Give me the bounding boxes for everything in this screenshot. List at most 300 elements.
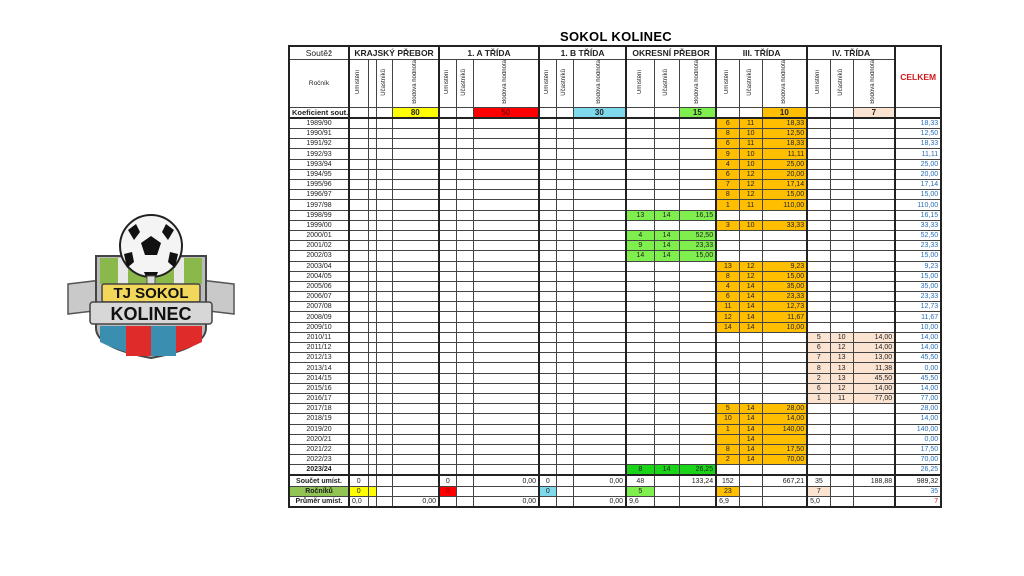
- table-row: [289, 424, 941, 434]
- iii-cell: 1: [716, 424, 739, 434]
- iii-cell: 10: [716, 414, 739, 424]
- empty-cell: [473, 404, 539, 414]
- empty-cell: [556, 149, 573, 159]
- soucet-cell: 0,00: [473, 475, 539, 486]
- iii-cell: 14: [739, 322, 762, 332]
- competition-header-row: [289, 46, 941, 60]
- subcolumn-label: Umístění: [636, 69, 643, 94]
- total-cell: 15,00: [895, 271, 941, 281]
- empty-cell: [456, 292, 473, 302]
- empty-cell: [439, 302, 456, 312]
- season-cell: 2020/21: [289, 434, 349, 444]
- rocniku-cell: 0: [539, 486, 556, 496]
- okr-cell: 15,00: [679, 251, 716, 261]
- empty-cell: [349, 312, 368, 322]
- iv-cell: [853, 312, 895, 322]
- subcolumn-label: Účastníků: [561, 68, 568, 96]
- okr-cell: [654, 220, 679, 230]
- season-cell: 1991/92: [289, 139, 349, 149]
- table-row: [289, 343, 941, 353]
- empty-cell: [392, 404, 439, 414]
- prumer-cell: 0,00: [473, 496, 539, 507]
- empty-cell: [392, 190, 439, 200]
- iv-cell: 14,00: [853, 332, 895, 342]
- empty-cell: [539, 302, 556, 312]
- okr-cell: [679, 200, 716, 210]
- empty-cell: [368, 129, 376, 139]
- total-cell: 15,00: [895, 251, 941, 261]
- empty-cell: [539, 271, 556, 281]
- empty-cell: [556, 424, 573, 434]
- prumer-cell: 6,9: [716, 496, 739, 507]
- iv-cell: [853, 251, 895, 261]
- season-cell: 1999/00: [289, 220, 349, 230]
- season-cell: 2013/14: [289, 363, 349, 373]
- empty-cell: [376, 343, 392, 353]
- logo-text-line2: KOLINEC: [110, 304, 192, 324]
- season-cell: 2019/20: [289, 424, 349, 434]
- okr-cell: [626, 281, 654, 291]
- iii-cell: 14: [739, 455, 762, 465]
- iv-cell: [853, 190, 895, 200]
- empty-cell: [439, 393, 456, 403]
- iii-cell: [762, 383, 807, 393]
- okr-cell: [626, 455, 654, 465]
- empty-cell: [556, 220, 573, 230]
- empty-cell: [556, 190, 573, 200]
- empty-cell: [573, 434, 626, 444]
- empty-cell: [456, 281, 473, 291]
- total-cell: 28,00: [895, 404, 941, 414]
- coefficient-value: 50: [473, 107, 539, 118]
- empty-cell: [573, 261, 626, 271]
- iv-cell: 13,00: [853, 353, 895, 363]
- empty-cell: [556, 332, 573, 342]
- empty-cell: [349, 343, 368, 353]
- subcolumn-label: Bodová hodnota: [502, 60, 509, 104]
- table-row: [289, 200, 941, 210]
- empty-cell: [368, 353, 376, 363]
- empty-cell: [473, 271, 539, 281]
- soucet-cell: [654, 475, 679, 486]
- empty-cell: [368, 271, 376, 281]
- total-cell: 20,00: [895, 169, 941, 179]
- soucet-cell: 35: [807, 475, 830, 486]
- empty-cell: [376, 241, 392, 251]
- iv-cell: [807, 465, 830, 476]
- empty-cell: [368, 180, 376, 190]
- iii-cell: [739, 332, 762, 342]
- iv-cell: [853, 465, 895, 476]
- empty-cell: [473, 373, 539, 383]
- coefficient-value: 10: [762, 107, 807, 118]
- soucet-cell: 0: [539, 475, 556, 486]
- iii-cell: [762, 241, 807, 251]
- okr-cell: 14: [654, 465, 679, 476]
- iii-cell: 12: [739, 169, 762, 179]
- total-cell: 45,50: [895, 373, 941, 383]
- prumer-label: Průměr umíst.: [289, 496, 349, 507]
- empty-cell: [349, 261, 368, 271]
- empty-cell: [539, 444, 556, 454]
- empty-cell: [439, 118, 456, 129]
- celkem-header: CELKEM: [895, 46, 941, 107]
- sum-row: [289, 475, 941, 486]
- table-row: [289, 271, 941, 281]
- okr-cell: 4: [626, 230, 654, 240]
- subcolumn-header-blank: [368, 60, 376, 108]
- empty-cell: [539, 129, 556, 139]
- empty-cell: [456, 190, 473, 200]
- iv-cell: [830, 220, 853, 230]
- season-cell: 1994/95: [289, 169, 349, 179]
- empty-cell: [573, 393, 626, 403]
- empty-cell: [573, 363, 626, 373]
- iv-cell: [853, 169, 895, 179]
- empty-cell: [392, 200, 439, 210]
- iii-cell: 14: [716, 322, 739, 332]
- season-cell: 2003/04: [289, 261, 349, 271]
- table-row: [289, 322, 941, 332]
- okr-cell: [679, 312, 716, 322]
- okr-cell: [679, 190, 716, 200]
- iv-cell: [807, 434, 830, 444]
- iv-cell: [807, 281, 830, 291]
- rocniku-cell: [762, 486, 807, 496]
- empty-cell: [376, 159, 392, 169]
- iii-cell: 15,00: [762, 190, 807, 200]
- iii-cell: 4: [716, 281, 739, 291]
- okr-cell: [626, 353, 654, 363]
- empty-cell: [392, 363, 439, 373]
- okr-cell: [654, 393, 679, 403]
- coefficient-value: 15: [679, 107, 716, 118]
- empty-cell: [376, 220, 392, 230]
- empty-cell: [439, 292, 456, 302]
- empty-cell: [376, 434, 392, 444]
- iii-cell: 7: [716, 180, 739, 190]
- okr-cell: [654, 322, 679, 332]
- iv-cell: [853, 180, 895, 190]
- empty-cell: [392, 383, 439, 393]
- soucet-cell: 0: [439, 475, 456, 486]
- subcolumn-header-ucastniku: [376, 60, 392, 108]
- empty-cell: [456, 210, 473, 220]
- soucet-cell: 133,24: [679, 475, 716, 486]
- iv-cell: [830, 424, 853, 434]
- empty-cell: [556, 169, 573, 179]
- iv-cell: [853, 424, 895, 434]
- empty-cell: [439, 271, 456, 281]
- empty-cell: [456, 149, 473, 159]
- empty-cell: [539, 393, 556, 403]
- iii-cell: [762, 363, 807, 373]
- empty-cell: [368, 434, 376, 444]
- iii-cell: 12,73: [762, 302, 807, 312]
- empty-cell: [473, 363, 539, 373]
- iii-cell: 6: [716, 139, 739, 149]
- empty-cell: [368, 343, 376, 353]
- iv-cell: [830, 118, 853, 129]
- subcolumn-label: Účastníků: [838, 68, 845, 96]
- iii-cell: [739, 363, 762, 373]
- okr-cell: [654, 424, 679, 434]
- iii-cell: [716, 393, 739, 403]
- empty-cell: [368, 414, 376, 424]
- iii-cell: [762, 332, 807, 342]
- empty-cell: [456, 414, 473, 424]
- empty-cell: [456, 455, 473, 465]
- total-cell: 23,33: [895, 292, 941, 302]
- coefficient-value: 7: [853, 107, 895, 118]
- okr-cell: [654, 404, 679, 414]
- empty-cell: [392, 393, 439, 403]
- empty-cell: [439, 383, 456, 393]
- empty-cell: [573, 414, 626, 424]
- subcolumn-label: Bodová hodnota: [780, 60, 787, 104]
- okr-cell: [654, 343, 679, 353]
- empty-cell: [376, 180, 392, 190]
- coefficient-blank: [654, 107, 679, 118]
- empty-cell: [392, 149, 439, 159]
- table-row: [289, 393, 941, 403]
- coefficient-blank: [376, 107, 392, 118]
- empty-cell: [376, 302, 392, 312]
- iv-cell: [807, 404, 830, 414]
- empty-cell: [439, 414, 456, 424]
- empty-cell: [539, 414, 556, 424]
- total-cell: 11,11: [895, 149, 941, 159]
- rocniku-cell: [654, 486, 679, 496]
- season-cell: 1993/94: [289, 159, 349, 169]
- empty-cell: [573, 312, 626, 322]
- empty-cell: [473, 424, 539, 434]
- empty-cell: [556, 251, 573, 261]
- competition-okresni: OKRESNÍ PŘEBOR: [626, 46, 716, 60]
- iv-cell: 10: [830, 332, 853, 342]
- subcolumn-label: Bodová hodnota: [595, 60, 602, 104]
- empty-cell: [368, 465, 376, 476]
- iii-cell: [762, 393, 807, 403]
- iii-cell: [739, 465, 762, 476]
- total-cell: 14,00: [895, 332, 941, 342]
- empty-cell: [556, 261, 573, 271]
- subcolumn-label: Bodová hodnota: [411, 60, 418, 104]
- empty-cell: [392, 271, 439, 281]
- iii-cell: [739, 241, 762, 251]
- season-cell: 2015/16: [289, 383, 349, 393]
- empty-cell: [439, 281, 456, 291]
- iv-cell: 11,38: [853, 363, 895, 373]
- empty-cell: [349, 414, 368, 424]
- empty-cell: [473, 118, 539, 129]
- total-cell: 12,50: [895, 129, 941, 139]
- empty-cell: [376, 169, 392, 179]
- empty-cell: [573, 444, 626, 454]
- iv-cell: [830, 292, 853, 302]
- table-row: [289, 261, 941, 271]
- iv-cell: [830, 169, 853, 179]
- subcolumn-header-bodova: [573, 60, 626, 108]
- empty-cell: [456, 302, 473, 312]
- empty-cell: [376, 414, 392, 424]
- empty-cell: [376, 444, 392, 454]
- iv-cell: [807, 200, 830, 210]
- coefficient-blank: [456, 107, 473, 118]
- empty-cell: [556, 241, 573, 251]
- empty-cell: [539, 261, 556, 271]
- okr-cell: [679, 169, 716, 179]
- empty-cell: [473, 149, 539, 159]
- subcolumn-header-bodova: [853, 60, 895, 108]
- empty-cell: [456, 139, 473, 149]
- iv-cell: [807, 149, 830, 159]
- empty-cell: [392, 292, 439, 302]
- empty-cell: [439, 353, 456, 363]
- empty-cell: [439, 312, 456, 322]
- empty-cell: [539, 373, 556, 383]
- iv-cell: 11: [830, 393, 853, 403]
- empty-cell: [573, 139, 626, 149]
- okr-cell: [679, 139, 716, 149]
- coefficient-blank: [439, 107, 456, 118]
- iv-cell: [853, 404, 895, 414]
- iii-cell: [716, 434, 739, 444]
- empty-cell: [456, 363, 473, 373]
- prumer-row: [289, 496, 941, 507]
- table-row: [289, 465, 941, 476]
- total-cell: 140,00: [895, 424, 941, 434]
- prumer-cell: 0,0: [349, 496, 368, 507]
- empty-cell: [573, 404, 626, 414]
- subcolumn-label: Účastníků: [380, 68, 387, 96]
- okr-cell: [626, 118, 654, 129]
- iii-cell: 14: [739, 312, 762, 322]
- empty-cell: [473, 200, 539, 210]
- empty-cell: [376, 373, 392, 383]
- iii-cell: [739, 230, 762, 240]
- iv-cell: [830, 190, 853, 200]
- subcolumn-label: Umístění: [724, 69, 731, 94]
- empty-cell: [376, 465, 392, 476]
- empty-cell: [392, 302, 439, 312]
- okr-cell: [626, 383, 654, 393]
- soucet-cell: [830, 475, 853, 486]
- empty-cell: [573, 281, 626, 291]
- iii-cell: 14: [739, 434, 762, 444]
- empty-cell: [556, 414, 573, 424]
- club-logo: [62, 210, 240, 362]
- empty-cell: [392, 424, 439, 434]
- season-cell: 2022/23: [289, 455, 349, 465]
- empty-cell: [392, 373, 439, 383]
- iii-cell: [762, 251, 807, 261]
- okr-cell: [626, 414, 654, 424]
- iv-cell: [807, 118, 830, 129]
- okr-cell: [626, 292, 654, 302]
- iv-cell: [807, 220, 830, 230]
- empty-cell: [439, 322, 456, 332]
- total-cell: 14,00: [895, 383, 941, 393]
- rocniku-cell: [392, 486, 439, 496]
- iv-cell: [853, 281, 895, 291]
- empty-cell: [439, 373, 456, 383]
- subcolumn-header-ucastniku: [830, 60, 853, 108]
- prumer-cell: 0,00: [392, 496, 439, 507]
- iii-cell: 14: [739, 414, 762, 424]
- empty-cell: [368, 230, 376, 240]
- iv-cell: [807, 210, 830, 220]
- empty-cell: [539, 159, 556, 169]
- table-row: [289, 312, 941, 322]
- soucet-cell: [556, 475, 573, 486]
- empty-cell: [539, 149, 556, 159]
- iii-cell: 11: [716, 302, 739, 312]
- empty-cell: [368, 393, 376, 403]
- season-cell: 1992/93: [289, 149, 349, 159]
- season-cell: 1997/98: [289, 200, 349, 210]
- iv-cell: [807, 292, 830, 302]
- iv-cell: [830, 414, 853, 424]
- season-cell: 1995/96: [289, 180, 349, 190]
- okr-cell: [679, 424, 716, 434]
- total-cell: 45,50: [895, 353, 941, 363]
- okr-cell: [679, 159, 716, 169]
- total-cell: 16,15: [895, 210, 941, 220]
- subcolumn-header-ucastniku: [556, 60, 573, 108]
- okr-cell: [679, 393, 716, 403]
- empty-cell: [456, 393, 473, 403]
- empty-cell: [439, 220, 456, 230]
- empty-cell: [392, 332, 439, 342]
- total-cell: 25,00: [895, 159, 941, 169]
- rocniku-cell: [739, 486, 762, 496]
- iv-cell: [807, 455, 830, 465]
- okr-cell: [654, 129, 679, 139]
- empty-cell: [439, 159, 456, 169]
- empty-cell: [556, 465, 573, 476]
- table-row: [289, 414, 941, 424]
- iii-cell: 10: [739, 129, 762, 139]
- iii-cell: [739, 210, 762, 220]
- empty-cell: [456, 383, 473, 393]
- empty-cell: [349, 292, 368, 302]
- iii-cell: [716, 241, 739, 251]
- season-cell: 2008/09: [289, 312, 349, 322]
- okr-cell: [626, 312, 654, 322]
- empty-cell: [392, 281, 439, 291]
- empty-cell: [573, 465, 626, 476]
- empty-cell: [368, 455, 376, 465]
- empty-cell: [368, 139, 376, 149]
- iii-cell: 11,67: [762, 312, 807, 322]
- empty-cell: [456, 444, 473, 454]
- okr-cell: [679, 271, 716, 281]
- empty-cell: [539, 241, 556, 251]
- empty-cell: [473, 190, 539, 200]
- iv-cell: 6: [807, 343, 830, 353]
- okr-cell: 14: [654, 251, 679, 261]
- empty-cell: [368, 220, 376, 230]
- okr-cell: 8: [626, 465, 654, 476]
- okr-cell: [679, 363, 716, 373]
- rocniku-cell: 0: [439, 486, 456, 496]
- season-cell: 2016/17: [289, 393, 349, 403]
- iii-cell: 14: [739, 292, 762, 302]
- iii-cell: 6: [716, 169, 739, 179]
- empty-cell: [392, 343, 439, 353]
- iii-cell: [716, 383, 739, 393]
